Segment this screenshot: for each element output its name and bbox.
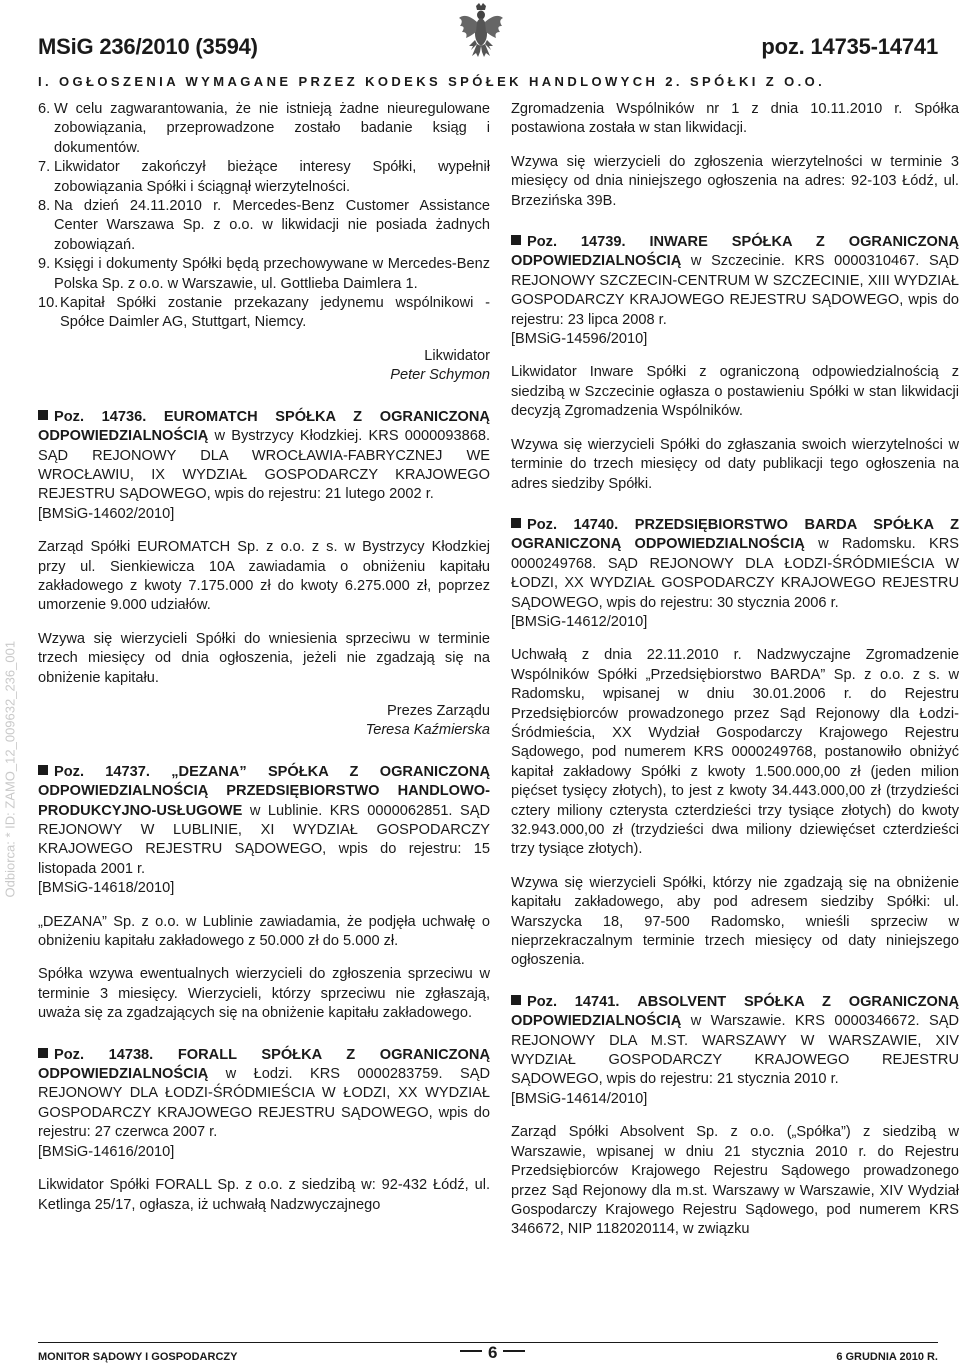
bullet-square-icon xyxy=(38,1048,48,1058)
notice-paragraph: „DEZANA” Sp. z o.o. w Lublinie zawiadamia, że podjęła uchwałę o obniżeniu kapitału zakładowego z 50.000 zł do 5.000 zł. xyxy=(38,913,490,950)
registry-details: w Warszawie. KRS 0000346672. SĄD REJONOWY DLA M.ST. WARSZAWY W WARSZAWIE, XIV WYDZIAŁ GOSPODARCZY KRAJOWEGO REJESTRU SĄDOWEGO, wpis do rejestru: 21 stycznia 2010 r. xyxy=(511,1013,959,1088)
reference-code: [BMSiG-14614/2010] xyxy=(511,1090,648,1107)
registry-details: w Szczecinie. KRS 0000310467. SĄD REJONOWY SZCZECIN-CENTRUM W SZCZECINIE, XIII WYDZIAŁ GOSPODARCZY KRAJOWEGO REJESTRU SĄDOWEGO, wpis do rejestru: 23 lipca 2008 r. xyxy=(511,253,959,328)
position-number: Poz. 14737. xyxy=(54,763,150,780)
notice-heading xyxy=(511,993,959,1090)
company-name: EUROMATCH SPÓŁKA Z OGRANICZONĄ ODPOWIEDZIALNOŚCIĄ xyxy=(38,408,490,445)
notice-14739 xyxy=(511,233,959,494)
list-item: 6. W celu zagwarantowania, że nie istnieją żadne nieuregulowane zobowiązania, przeprowadzone zostało badanie ksiąg i dokumentów. xyxy=(38,101,490,156)
right-column xyxy=(511,100,959,1240)
bullet-square-icon xyxy=(511,235,521,245)
company-name: ABSOLVENT SPÓŁKA Z OGRANICZONĄ ODPOWIEDZIALNOŚCIĄ xyxy=(511,993,959,1030)
list-item: 8. Na dzień 24.11.2010 r. Mercedes-Benz Customer Assistance Center Warszawa Sp. z o.o. w likwidacji nie posiada żadnych zobowiązań. xyxy=(38,198,490,253)
registry-details: w Bystrzycy Kłodzkiej. KRS 0000093868. SĄD REJONOWY DLA WROCŁAWIA-FABRYCZNEJ WE WROCŁAWIU, IX WYDZIAŁ GOSPODARCZY KRAJOWEGO REJESTRU SĄDOWEGO, wpis do rejestru: 21 lutego 2002 r. xyxy=(38,428,490,503)
bullet-square-icon xyxy=(511,518,521,528)
continued-notice xyxy=(511,100,959,211)
recipient-watermark: Odbiorca: * ID: ZAMO_12_009632_236_001 xyxy=(2,640,18,898)
issue-number: MSiG 236/2010 (3594) xyxy=(38,34,258,59)
footer-date: 6 GRUDNIA 2010 R. xyxy=(836,1351,938,1363)
page-number: 6 xyxy=(454,1343,531,1363)
footer-publication: MONITOR SĄDOWY I GOSPODARCZY xyxy=(38,1351,238,1363)
registry-details: w Radomsku. KRS 0000249768. SĄD REJONOWY DLA ŁODZI-ŚRÓDMIEŚCIA W ŁODZI, XX WYDZIAŁ GOSPODARCZY KRAJOWEGO REJESTRU SĄDOWEGO, wpis do rejestru: 30 stycznia 2006 r. xyxy=(511,536,959,611)
bullet-square-icon xyxy=(511,995,521,1005)
notice-paragraph: Wzywa się wierzycieli Spółki do zgłaszania swoich wierzytelności w terminie do trzech miesięcy od daty publikacji tego ogłoszenia na adres siedziby Spółki. xyxy=(511,436,959,492)
signature-role: Prezes Zarządu xyxy=(386,702,490,719)
bullet-square-icon xyxy=(38,410,48,420)
notice-heading xyxy=(511,516,959,613)
list-item: 7. Likwidator zakończył bieżące interesy Spółki, wypełnił zobowiązania Spółki i ściągnął wierzytelności. xyxy=(38,159,490,195)
company-name: PRZEDSIĘBIORSTWO BARDA SPÓŁKA Z OGRANICZONĄ ODPOWIEDZIALNOŚCIĄ xyxy=(511,516,960,553)
notice-paragraph: Uchwałą z dnia 22.11.2010 r. Nadzwyczajne Zgromadzenie Wspólników Spółki „Przedsiębiorstwo BARDA” Sp. z o.o. z s. w Radomsku, wpisanej w dniu 30.01.2006 r. do Rejestru Przedsiębiorców prowadzonego przez Sąd Rejonowy dla Łodzi-Śródmieścia, XX Wydział Gospodarczy Krajowego Rejestru Sądowego, pod numerem KRS 0000249768, postanowiło obniżyć kapitał zakładowy Spółki z kwoty 1.500.000,00 zł (jeden milion pięćset tysięcy złotych), to jest z kwoty 34.443.000,00 zł (trzydzieści cztery miliony czterysta czterdzieści trzy tysiące złotych) do kwoty 32.943.000,00 zł (trzydzieści dwa miliony dziewięćset czterdzieści trzy tysiące złotych). xyxy=(511,647,959,858)
notice-paragraph: Zarząd Spółki Absolvent Sp. z o.o. („Spółka”) z siedzibą w Warszawie, wpisanej w dniu 21 stycznia 2010 r. do Rejestru Przedsiębiorców Krajowego Rejestru Sądowego prowadzonego przez Sąd Rejonowy dla m.st. Warszawy w Warszawie, XIV Wydział Gospodarczy Krajowego Rejestru Sądowego, pod numerem KRS 346672, NIP 1182020114, w związku xyxy=(511,1124,959,1238)
registry-details: w Lublinie. KRS 0000062851. SĄD REJONOWY W LUBLINIE, XI WYDZIAŁ GOSPODARCZY KRAJOWEGO REJESTRU SĄDOWEGO, wpis do rejestru: 15 listopada 2001 r. xyxy=(38,802,490,877)
notice-14737 xyxy=(38,763,490,1024)
notice-paragraph: Likwidator Inware Spółki z ograniczoną odpowiedzialnością z siedzibą w Szczecinie ogłasza o postawieniu Spółki w stan likwidacji decyzją Zgromadzenia Wspólników. xyxy=(511,364,959,420)
company-name: „DEZANA” SPÓŁKA Z OGRANICZONĄ ODPOWIEDZIALNOŚCIĄ PRZEDSIĘBIORSTWO HANDLOWO-PRODUKCYJNO-USŁUGOWE xyxy=(38,763,490,819)
position-number: Poz. 14736. xyxy=(54,408,147,425)
signature-name: Peter Schymon xyxy=(390,367,490,384)
continued-notice xyxy=(38,100,490,386)
notice-paragraph: Wzywa się wierzycieli Spółki do wniesienia sprzeciwu w terminie trzech miesięcy od dnia ogłoszenia, jeżeli nie zgadzają się na obniżenie kapitału. xyxy=(38,630,490,686)
position-number: Poz. 14741. xyxy=(527,993,620,1010)
list-item: 10. Kapitał Spółki zostanie przekazany jedynemu wspólnikowi - Spółce Daimler AG, Stuttgart, Niemcy. xyxy=(38,295,490,331)
signature-role: Likwidator xyxy=(424,347,490,364)
bullet-square-icon xyxy=(38,765,48,775)
reference-code: [BMSiG-14618/2010] xyxy=(38,880,175,897)
signature-block xyxy=(38,347,490,386)
notice-14736 xyxy=(38,408,490,741)
company-name: FORALL SPÓŁKA Z OGRANICZONĄ ODPOWIEDZIALNOŚCIĄ xyxy=(38,1046,490,1083)
position-number: Poz. 14740. xyxy=(527,516,619,533)
notice-paragraph: Wzywa się wierzycieli Spółki, którzy nie zgadzają się na obniżenie kapitału zakładowego, aby pod adresem siedziby Spółki: ul. Warszycka 18, 97-500 Radomsko, wnieśli sprzeciw w nieprzekraczalnym terminie trzech miesięcy od daty niniejszego ogłoszenia. xyxy=(511,874,959,969)
polish-eagle-emblem-icon xyxy=(458,2,504,58)
signature-name: Teresa Kaźmierska xyxy=(365,722,490,739)
position-number: Poz. 14739. xyxy=(527,234,626,251)
reference-code: [BMSiG-14616/2010] xyxy=(38,1143,175,1160)
section-title: I. OGŁOSZENIA WYMAGANE PRZEZ KODEKS SPÓŁEK HANDLOWYCH 2. SPÓŁKI Z O.O. xyxy=(38,74,826,89)
reference-code: [BMSiG-14612/2010] xyxy=(511,613,648,630)
positions-range: poz. 14735-14741 xyxy=(761,34,938,59)
notice-heading xyxy=(511,233,959,330)
notice-14741 xyxy=(511,993,959,1240)
notice-paragraph: Wzywa się wierzycieli do zgłoszenia wierzytelności w terminie 3 miesięcy od dnia niniejszego ogłoszenia na adres: 92-103 Łódź, ul. Brzezińska 39B. xyxy=(511,153,959,209)
reference-code: [BMSiG-14596/2010] xyxy=(511,331,648,348)
notice-paragraph: Likwidator Spółki FORALL Sp. z o.o. z siedzibą w: 92-432 Łódź, ul. Ketlinga 25/17, ogłasza, iż uchwałą Nadzwyczajnego xyxy=(38,1177,490,1213)
company-name: INWARE SPÓŁKA Z OGRANICZONĄ ODPOWIEDZIALNOŚCIĄ xyxy=(511,234,959,270)
left-column xyxy=(38,100,490,1215)
registry-details: w Łodzi. KRS 0000283759. SĄD REJONOWY DLA ŁODZI-ŚRÓDMIEŚCIA W ŁODZI, XX WYDZIAŁ GOSPODARCZY KRAJOWEGO REJESTRU SĄDOWEGO, wpis do rejestru: 27 czerwca 2007 r. xyxy=(38,1066,490,1141)
reference-code: [BMSiG-14602/2010] xyxy=(38,505,175,522)
notice-14740 xyxy=(511,516,959,971)
list-item: 9. Księgi i dokumenty Spółki będą przechowywane w Mercedes-Benz Polska Sp. z o.o. w Warszawie, ul. Gottlieba Daimlera 1. xyxy=(38,256,490,292)
position-number: Poz. 14738. xyxy=(54,1046,154,1063)
notice-paragraph: Spółka wzywa ewentualnych wierzycieli do zgłoszenia sprzeciwu w terminie 3 miesięcy. Wierzycieli, którzy sprzeciwu nie zgłaszają, uważa się za zgadzających się na obniżenie kapitału zakładowego. xyxy=(38,966,490,1022)
notice-paragraph: Zgromadzenia Wspólników nr 1 z dnia 10.11.2010 r. Spółka postawiona została w stan likwidacji. xyxy=(511,101,959,137)
signature-block xyxy=(38,702,490,741)
notice-heading xyxy=(38,763,490,879)
notice-heading xyxy=(38,408,490,505)
notice-heading xyxy=(38,1046,490,1143)
notice-14738 xyxy=(38,1046,490,1215)
notice-paragraph: Zarząd Spółki EUROMATCH Sp. z o.o. z s. w Bystrzycy Kłodzkiej przy ul. Sienkiewicza 10A zawiadamia o obniżeniu kapitału zakładowego z kwoty 7.175.000 zł do kwoty 6.275.000 zł, poprzez umorzenie 9.000 udziałów. xyxy=(38,539,490,614)
